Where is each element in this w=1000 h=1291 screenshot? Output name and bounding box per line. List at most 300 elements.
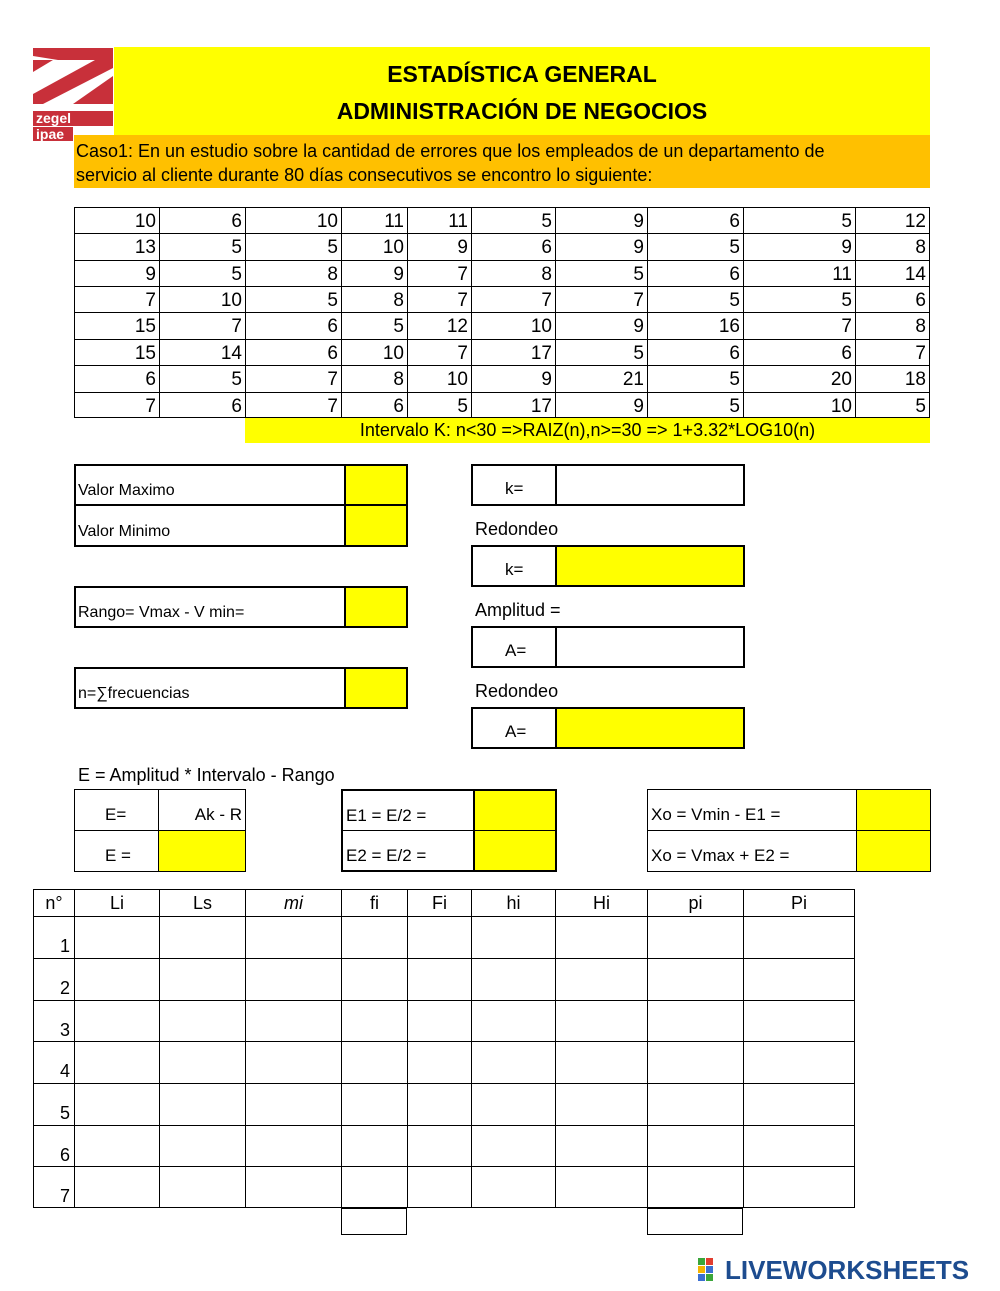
freq-input-cell[interactable] [647,916,743,958]
freq-input-cell[interactable] [471,1083,555,1125]
data-cell: 8 [245,260,341,286]
k-box [471,464,745,506]
interval-note [245,418,930,443]
freq-input[interactable] [160,1084,245,1125]
rango-input[interactable] [344,588,406,626]
freq-input[interactable] [160,1001,245,1041]
header-li: Li [74,889,159,916]
n-box [74,667,408,709]
a-field[interactable] [557,628,743,666]
row-number: 6 [33,1125,74,1166]
data-cell: 7 [245,392,341,418]
freq-input-cell[interactable] [74,1166,159,1208]
freq-input-cell[interactable] [74,1000,159,1041]
data-cell: 10 [743,392,855,418]
freq-input[interactable] [744,959,854,1000]
freq-input[interactable] [246,959,341,1000]
data-cell: 6 [647,260,743,286]
k-rounded-field[interactable] [557,547,743,585]
freq-input-cell[interactable] [245,1125,341,1166]
row-number: 1 [33,916,74,958]
freq-input-cell[interactable] [341,1125,407,1166]
freq-input-cell[interactable] [245,1041,341,1083]
rango-box [74,586,408,628]
vmin-label-cell [76,506,344,545]
xo-box [647,789,931,872]
freq-input[interactable] [160,1126,245,1166]
vmin-label: Valor Minimo [78,523,171,540]
header-fi: Fi [407,889,471,916]
freq-input-cell[interactable] [341,1083,407,1125]
data-cell: 9 [74,260,159,286]
freq-input[interactable] [556,1001,647,1041]
data-cell: 5 [855,392,930,418]
e1-input[interactable] [473,791,555,831]
frequency-table [33,889,856,1235]
freq-input-cell[interactable] [743,1083,855,1125]
data-cell: 7 [407,339,471,365]
freq-input[interactable] [648,1001,743,1041]
data-cell: 8 [341,365,407,392]
row-number: 7 [33,1166,74,1208]
data-cell: 8 [855,312,930,339]
row-number: 2 [33,958,74,1000]
row-number: 5 [33,1083,74,1125]
freq-input[interactable] [75,1001,159,1041]
k-rounded-label: k= [505,560,524,579]
freq-input[interactable] [160,917,245,958]
e-label: E= [105,805,127,824]
n-label: n=∑frecuencias [78,685,190,702]
freq-input[interactable] [408,1042,471,1083]
freq-input[interactable] [160,1167,245,1207]
data-cell: 7 [159,312,245,339]
freq-input-cell[interactable] [407,1083,471,1125]
freq-input[interactable] [246,1126,341,1166]
data-cell: 10 [471,312,555,339]
redondeo-label-1: Redondeo [475,519,559,539]
freq-input-cell[interactable] [555,1125,647,1166]
freq-input[interactable] [744,917,854,958]
data-cell: 11 [743,260,855,286]
data-cell: 7 [855,339,930,365]
data-cell: 9 [555,392,647,418]
header-pi: pi [647,889,743,916]
freq-input[interactable] [648,917,743,958]
freq-input-cell[interactable] [407,1041,471,1083]
data-grid [74,207,930,418]
data-cell: 5 [555,260,647,286]
freq-input[interactable] [648,1126,743,1166]
data-cell: 8 [471,260,555,286]
freq-input-cell[interactable] [647,1125,743,1166]
freq-input-cell[interactable] [555,958,647,1000]
data-cell: 10 [74,207,159,233]
data-cell: 9 [555,207,647,233]
case-line-2: servicio al cliente durante 80 días consecutivos se encontro lo siguiente: [76,165,653,185]
freq-input-cell[interactable] [743,916,855,958]
freq-input[interactable] [342,1042,407,1083]
freq-input-cell[interactable] [647,1083,743,1125]
freq-input[interactable] [75,1126,159,1166]
data-cell: 9 [743,233,855,260]
freq-input-cell[interactable] [341,958,407,1000]
e2-label-cell [75,831,159,871]
freq-input-cell[interactable] [74,1125,159,1166]
data-cell: 6 [245,339,341,365]
e-label-cell [75,790,159,831]
interval-note-text: Intervalo K: n<30 =>RAIZ(n),n>=30 => 1+3.32*LOG10(n) [359,420,816,440]
data-cell: 7 [471,286,555,312]
freq-input-cell[interactable] [341,916,407,958]
freq-input-cell[interactable] [159,1041,245,1083]
freq-input-cell[interactable] [245,1166,341,1208]
freq-input[interactable] [408,917,471,958]
vmax-label-cell [76,466,344,506]
data-cell: 6 [471,233,555,260]
freq-input-cell[interactable] [159,1000,245,1041]
k-rounded-input[interactable] [555,547,743,585]
k-field[interactable] [557,466,743,504]
data-cell: 20 [743,365,855,392]
freq-input-cell[interactable] [471,1166,555,1208]
freq-input-cell[interactable] [647,1166,743,1208]
header-mi: mi [245,889,341,916]
freq-input[interactable] [648,959,743,1000]
data-cell: 5 [245,286,341,312]
liveworksheets-text: LIVEWORKSHEETS [725,1255,970,1285]
freq-input[interactable] [408,959,471,1000]
xo2-label: Xo = Vmax + E2 = [651,846,790,865]
freq-input[interactable] [342,1167,407,1207]
freq-input[interactable] [246,917,341,958]
data-cell: 10 [341,233,407,260]
freq-input[interactable] [342,917,407,958]
data-cell: 9 [555,233,647,260]
data-cell: 6 [245,312,341,339]
data-cell: 5 [647,392,743,418]
header-pi: Pi [743,889,855,916]
freq-input[interactable] [744,1084,854,1125]
freq-input-cell[interactable] [159,958,245,1000]
freq-input[interactable] [160,1042,245,1083]
freq-input-cell[interactable] [341,1041,407,1083]
e2-label: E2 = E/2 = [346,846,427,865]
e2-label-cell-b [343,831,473,870]
freq-input-cell[interactable] [471,1000,555,1041]
e-input[interactable] [159,831,245,871]
freq-input[interactable] [246,1167,341,1207]
freq-input[interactable] [408,1001,471,1041]
data-cell: 11 [407,207,471,233]
data-cell: 7 [245,365,341,392]
vmax-label: Valor Maximo [78,482,175,499]
data-cell: 18 [855,365,930,392]
freq-input-cell[interactable] [159,1125,245,1166]
amplitud-label: Amplitud = [475,600,561,620]
freq-input-cell[interactable] [407,916,471,958]
freq-input-cell[interactable] [743,1166,855,1208]
header-hi: hi [471,889,555,916]
freq-input[interactable] [342,1126,407,1166]
data-cell: 14 [159,339,245,365]
freq-input[interactable] [472,917,555,958]
liveworksheets-logo-icon [697,1257,723,1283]
xo2-input[interactable] [856,831,930,871]
data-cell: 7 [407,260,471,286]
freq-input-cell[interactable] [555,916,647,958]
a-input[interactable] [555,628,743,666]
data-cell: 14 [855,260,930,286]
case-description [74,135,930,188]
freq-input-cell[interactable] [159,916,245,958]
data-cell: 5 [647,365,743,392]
xo1-label-cell [648,790,856,831]
e-formula: E = Amplitud * Intervalo - Rango [78,765,335,785]
data-cell: 5 [159,233,245,260]
k-label: k= [505,479,524,498]
data-cell: 9 [471,365,555,392]
data-cell: 10 [341,339,407,365]
data-cell: 7 [743,312,855,339]
vmax-input[interactable] [344,466,406,506]
freq-input-cell[interactable] [159,1166,245,1208]
freq-input-cell[interactable] [245,1000,341,1041]
data-cell: 10 [407,365,471,392]
freq-input[interactable] [246,1001,341,1041]
freq-input-cell[interactable] [407,1000,471,1041]
freq-input[interactable] [744,1042,854,1083]
page-title: ESTADÍSTICA GENERAL [387,61,657,87]
freq-input-cell[interactable] [743,958,855,1000]
e1-label: E1 = E/2 = [346,806,427,825]
data-cell: 5 [159,365,245,392]
freq-input-cell[interactable] [74,1041,159,1083]
data-cell: 10 [159,286,245,312]
data-cell: 16 [647,312,743,339]
data-cell: 8 [341,286,407,312]
data-cell: 17 [471,392,555,418]
freq-input[interactable] [408,1167,471,1207]
data-cell: 15 [74,312,159,339]
a-rounded-box [471,707,745,749]
xo2-field[interactable] [857,831,930,871]
freq-input[interactable] [75,959,159,1000]
data-cell: 6 [159,207,245,233]
e-field[interactable] [159,831,245,871]
data-cell: 5 [647,286,743,312]
freq-input[interactable] [75,1167,159,1207]
vmin-input[interactable] [344,506,406,545]
zegel-ipae-logo [33,46,113,142]
freq-input-cell[interactable] [555,1083,647,1125]
freq-input-cell[interactable] [74,916,159,958]
freq-input[interactable] [75,1084,159,1125]
row-number: 4 [33,1041,74,1083]
freq-input[interactable] [472,1167,555,1207]
data-cell: 7 [74,286,159,312]
data-cell: 6 [74,365,159,392]
data-cell: 17 [471,339,555,365]
n-input[interactable] [344,669,406,707]
n-field[interactable] [346,669,406,707]
logo-text-2: ipae [33,127,73,141]
freq-input-cell[interactable] [471,958,555,1000]
data-cell: 5 [555,339,647,365]
xo1-label: Xo = Vmin - E1 = [651,805,781,824]
data-cell: 5 [743,286,855,312]
e-box [74,789,246,872]
freq-input-cell[interactable] [647,1041,743,1083]
total-cell[interactable] [647,1208,743,1235]
data-cell: 13 [74,233,159,260]
freq-input[interactable] [648,1042,743,1083]
freq-input-cell[interactable] [471,1125,555,1166]
xo1-field[interactable] [857,790,930,830]
freq-input[interactable] [408,1084,471,1125]
freq-input[interactable] [556,917,647,958]
e1-label-cell [343,791,473,831]
freq-input-cell[interactable] [743,1000,855,1041]
header-ls: Ls [159,889,245,916]
e1-e2-box [341,789,557,872]
data-cell: 11 [341,207,407,233]
xo2-label-cell [648,831,856,871]
header-hi: Hi [555,889,647,916]
data-cell: 21 [555,365,647,392]
data-cell: 9 [407,233,471,260]
rango-label: Rango= Vmax - V min= [78,604,245,621]
a-rounded-field[interactable] [557,709,743,747]
logo-text-1: zegel [33,111,113,126]
freq-input[interactable] [342,1001,407,1041]
liveworksheets-brand [697,1253,997,1287]
freq-input[interactable] [75,1042,159,1083]
freq-input[interactable] [246,1042,341,1083]
freq-input-cell[interactable] [407,1166,471,1208]
freq-input[interactable] [744,1001,854,1041]
freq-input[interactable] [408,1126,471,1166]
freq-input[interactable] [472,1001,555,1041]
e2-field[interactable] [475,831,555,870]
data-cell: 9 [341,260,407,286]
a-rounded-input[interactable] [555,709,743,747]
freq-input[interactable] [246,1084,341,1125]
freq-input-cell[interactable] [341,1000,407,1041]
ak-r-cell [159,790,245,831]
freq-input[interactable] [472,959,555,1000]
freq-input-cell[interactable] [555,1000,647,1041]
freq-input-cell[interactable] [245,958,341,1000]
freq-input-cell[interactable] [341,1166,407,1208]
freq-input-cell[interactable] [471,916,555,958]
freq-input[interactable] [556,1167,647,1207]
vmax-field[interactable] [346,466,406,504]
freq-input-cell[interactable] [471,1041,555,1083]
freq-input[interactable] [648,1084,743,1125]
data-cell: 5 [341,312,407,339]
freq-input[interactable] [342,1084,407,1125]
data-cell: 12 [855,207,930,233]
xo1-input[interactable] [856,790,930,831]
freq-input-cell[interactable] [555,1166,647,1208]
logo-mark-icon [33,46,113,106]
data-cell: 8 [855,233,930,260]
data-cell: 5 [743,207,855,233]
vmin-field[interactable] [346,506,406,545]
vmax-vmin-box [74,464,408,547]
data-cell: 15 [74,339,159,365]
data-cell: 5 [407,392,471,418]
freq-input[interactable] [75,917,159,958]
data-cell: 5 [471,207,555,233]
freq-input[interactable] [342,959,407,1000]
freq-input-cell[interactable] [245,1083,341,1125]
freq-input[interactable] [556,1126,647,1166]
freq-input[interactable] [556,1084,647,1125]
freq-input-cell[interactable] [743,1041,855,1083]
data-cell: 10 [245,207,341,233]
freq-input-cell[interactable] [74,1083,159,1125]
k-rounded-box [471,545,745,587]
freq-input-cell[interactable] [647,1000,743,1041]
row-number: 3 [33,1000,74,1041]
rango-field[interactable] [346,588,406,626]
redondeo-label-2: Redondeo [475,681,559,701]
freq-input-cell[interactable] [74,958,159,1000]
data-cell: 6 [647,339,743,365]
freq-input[interactable] [556,959,647,1000]
e-value-label: E = [105,846,131,865]
data-cell: 12 [407,312,471,339]
data-cell: 9 [555,312,647,339]
data-cell: 5 [647,233,743,260]
data-cell: 5 [159,260,245,286]
freq-input[interactable] [472,1042,555,1083]
data-cell: 6 [341,392,407,418]
freq-input-cell[interactable] [159,1083,245,1125]
title-banner [114,47,930,135]
a-label: A= [505,641,527,660]
freq-input-cell[interactable] [245,916,341,958]
freq-input-cell[interactable] [407,1125,471,1166]
e2-input[interactable] [473,831,555,870]
ak-r-label: Ak - R [194,805,242,824]
data-cell: 5 [245,233,341,260]
freq-input[interactable] [556,1042,647,1083]
data-cell: 7 [407,286,471,312]
total-cell[interactable] [341,1208,407,1235]
freq-input[interactable] [648,1167,743,1207]
a-box [471,626,745,668]
freq-input[interactable] [472,1084,555,1125]
freq-input[interactable] [160,959,245,1000]
e1-field[interactable] [475,791,555,830]
freq-input-cell[interactable] [743,1125,855,1166]
page-subtitle: ADMINISTRACIÓN DE NEGOCIOS [336,98,708,124]
freq-input[interactable] [744,1126,854,1166]
freq-input[interactable] [472,1126,555,1166]
k-input[interactable] [555,466,743,504]
data-cell: 7 [74,392,159,418]
freq-input[interactable] [744,1167,854,1207]
data-cell: 6 [159,392,245,418]
freq-input-cell[interactable] [555,1041,647,1083]
header-fi: fi [341,889,407,916]
freq-input-cell[interactable] [407,958,471,1000]
freq-input-cell[interactable] [647,958,743,1000]
data-cell: 6 [743,339,855,365]
